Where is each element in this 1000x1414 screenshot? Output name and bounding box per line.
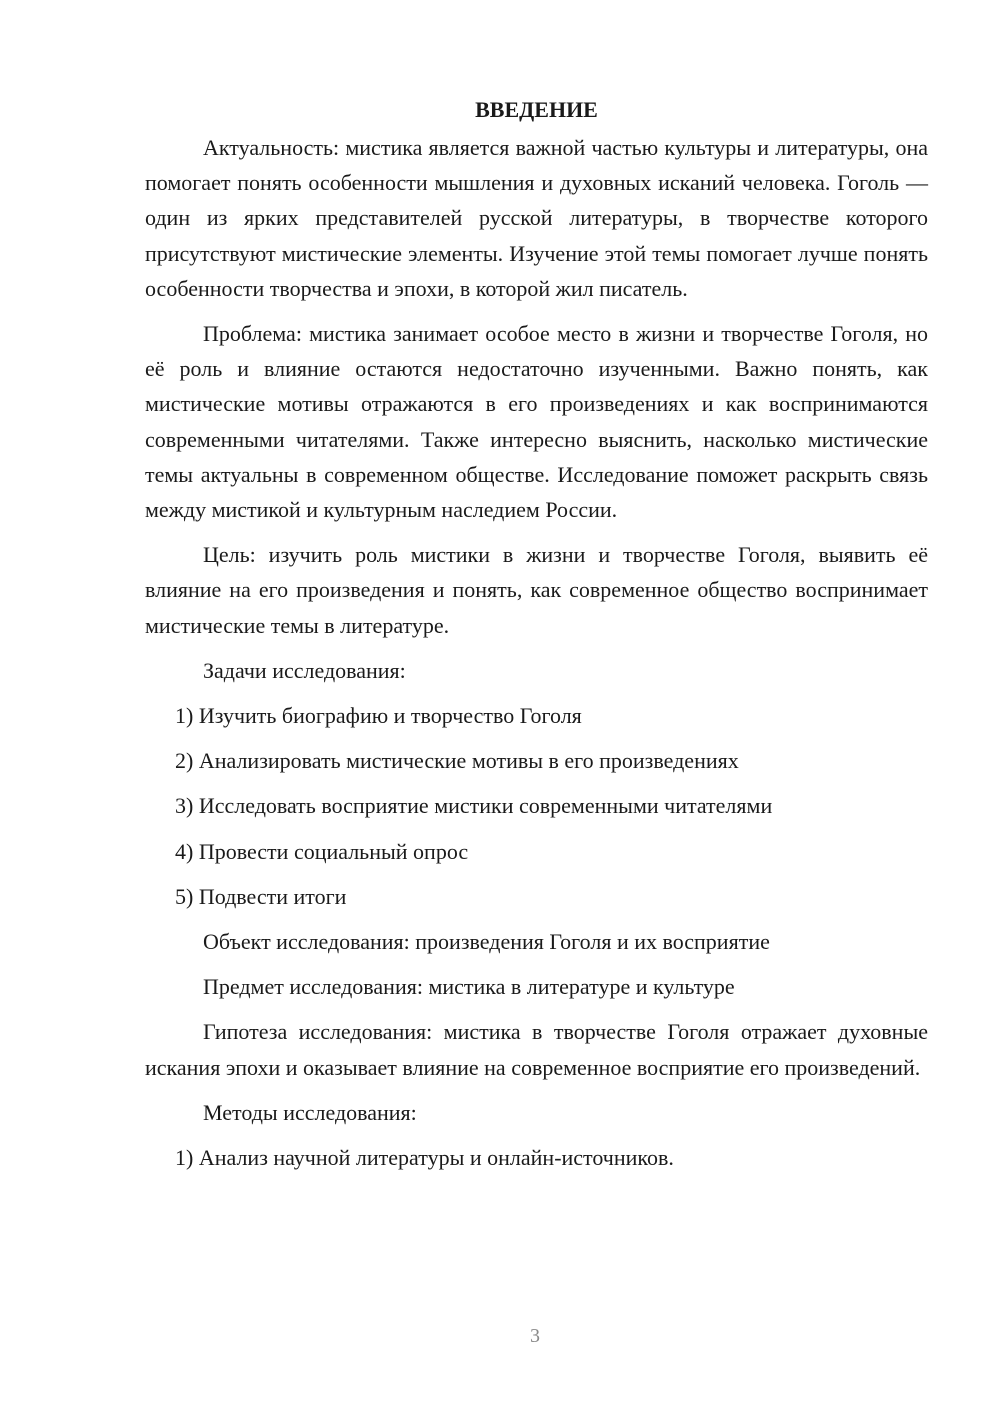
relevance-paragraph: Актуальность: мистика является важной частью культуры и литературы, она помогает понять особенности мышления и духовных исканий человека. Гоголь — один из ярких представителей русской литературы, в творчестве которого присутствуют мистические элементы. Изучение этой темы помогает лучше понять особенности творчества и эпохи, в которой жил писатель. [145, 135, 928, 301]
section-title: ВВЕДЕНИЕ [475, 97, 598, 122]
task-item-3: 3) Исследовать восприятие мистики современными читателями [175, 793, 773, 819]
page-number: 3 [530, 1325, 540, 1347]
methods-heading: Методы исследования: [203, 1099, 417, 1125]
task-item-4: 4) Провести социальный опрос [175, 838, 469, 864]
goal-paragraph: Цель: изучить роль мистики в жизни и творчестве Гоголя, выявить её влияние на его произведения и понять, как современное общество воспринимает мистические темы в литературе. [145, 542, 928, 638]
task-item-5: 5) Подвести итоги [175, 883, 347, 909]
task-item-2: 2) Анализировать мистические мотивы в его произведениях [175, 748, 739, 774]
task-item-1: 1) Изучить биографию и творчество Гоголя [175, 703, 582, 729]
hypothesis-paragraph: Гипотеза исследования: мистика в творчестве Гоголя отражает духовные искания эпохи и оказывает влияние на современное восприятие его произведений. [145, 1019, 928, 1080]
research-object: Объект исследования: произведения Гоголя и их восприятие [203, 929, 770, 955]
method-item-1: 1) Анализ научной литературы и онлайн-источников. [175, 1145, 674, 1171]
research-subject: Предмет исследования: мистика в литературе и культуре [203, 974, 735, 1000]
tasks-heading: Задачи исследования: [203, 657, 406, 683]
document-page [145, 92, 928, 1185]
problem-paragraph: Проблема: мистика занимает особое место в жизни и творчестве Гоголя, но её роль и влияние остаются недостаточно изученными. Важно понять, как мистические мотивы отражаются в его произведениях и как воспринимаются современными читателями. Также интересно выяснить, насколько мистические темы актуальны в современном обществе. Исследование поможет раскрыть связь между мистикой и культурным наследием России. [145, 321, 928, 523]
